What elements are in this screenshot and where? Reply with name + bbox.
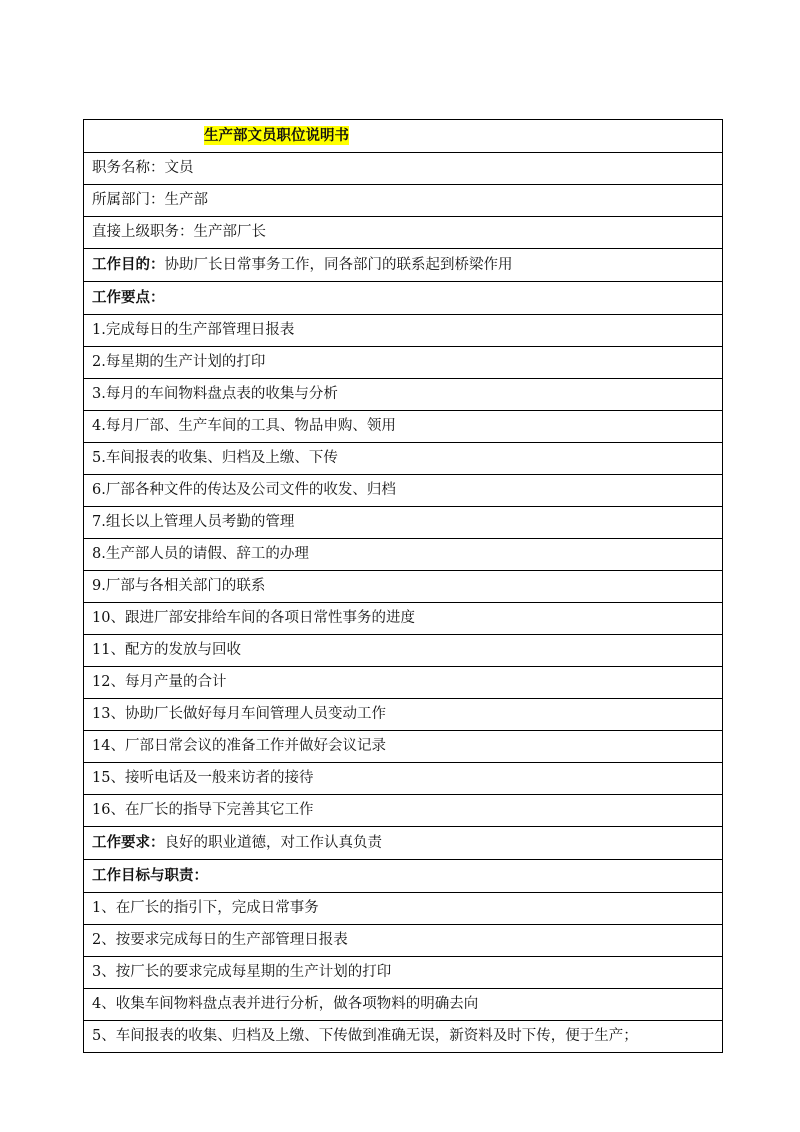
superior-row bbox=[84, 217, 723, 249]
key-point-item: 9.厂部与各相关部门的联系 bbox=[84, 571, 723, 603]
title-cell bbox=[84, 120, 723, 153]
department-label: 所属部门： bbox=[92, 192, 165, 208]
superior-value: 生产部厂长 bbox=[193, 224, 266, 240]
requirements-label: 工作要求： bbox=[92, 834, 165, 851]
key-point-item: 8.生产部人员的请假、辞工的办理 bbox=[84, 539, 723, 571]
key-point-row bbox=[84, 699, 723, 731]
job-title-row bbox=[84, 153, 723, 185]
key-points-heading-row bbox=[84, 282, 723, 315]
goal-row bbox=[84, 1021, 723, 1053]
key-point-item: 13、协助厂长做好每月车间管理人员变动工作 bbox=[84, 699, 723, 731]
title-row bbox=[84, 120, 723, 153]
superior-cell bbox=[84, 217, 723, 249]
key-point-item: 15、接听电话及一般来访者的接待 bbox=[84, 763, 723, 795]
key-point-item: 3.每月的车间物料盘点表的收集与分析 bbox=[84, 379, 723, 411]
key-point-row bbox=[84, 635, 723, 667]
job-title-cell bbox=[84, 153, 723, 185]
key-point-row bbox=[84, 763, 723, 795]
superior-label: 直接上级职务： bbox=[92, 224, 194, 240]
key-point-item: 7.组长以上管理人员考勤的管理 bbox=[84, 507, 723, 539]
purpose-label: 工作目的： bbox=[92, 256, 165, 273]
key-point-row bbox=[84, 603, 723, 635]
purpose-cell bbox=[84, 249, 723, 282]
key-point-item: 6.厂部各种文件的传达及公司文件的收发、归档 bbox=[84, 475, 723, 507]
requirements-value: 良好的职业道德，对工作认真负责 bbox=[164, 835, 382, 851]
key-points-heading-cell bbox=[84, 282, 723, 315]
key-point-row bbox=[84, 795, 723, 827]
key-point-row bbox=[84, 347, 723, 379]
key-point-item: 12、每月产量的合计 bbox=[84, 667, 723, 699]
goal-item: 1、在厂长的指引下，完成日常事务 bbox=[84, 893, 723, 925]
key-point-row bbox=[84, 475, 723, 507]
goal-row bbox=[84, 957, 723, 989]
document-title: 生产部文员职位说明书 bbox=[204, 127, 349, 144]
key-point-row bbox=[84, 411, 723, 443]
key-point-item: 1.完成每日的生产部管理日报表 bbox=[84, 315, 723, 347]
purpose-value: 协助厂长日常事务工作，同各部门的联系起到桥梁作用 bbox=[164, 257, 513, 273]
requirements-row bbox=[84, 827, 723, 860]
key-point-item: 16、在厂长的指导下完善其它工作 bbox=[84, 795, 723, 827]
key-point-row bbox=[84, 507, 723, 539]
key-point-row bbox=[84, 443, 723, 475]
job-description-table bbox=[83, 119, 723, 1053]
goal-row bbox=[84, 989, 723, 1021]
goal-item: 3、按厂长的要求完成每星期的生产计划的打印 bbox=[84, 957, 723, 989]
goals-heading-row bbox=[84, 860, 723, 893]
key-point-item: 4.每月厂部、生产车间的工具、物品申购、领用 bbox=[84, 411, 723, 443]
key-point-item: 5.车间报表的收集、归档及上缴、下传 bbox=[84, 443, 723, 475]
goal-item: 2、按要求完成每日的生产部管理日报表 bbox=[84, 925, 723, 957]
job-title-value: 文员 bbox=[164, 160, 194, 176]
department-value: 生产部 bbox=[164, 192, 208, 208]
key-point-row bbox=[84, 379, 723, 411]
department-row bbox=[84, 185, 723, 217]
key-point-item: 10、跟进厂部安排给车间的各项日常性事务的进度 bbox=[84, 603, 723, 635]
requirements-cell bbox=[84, 827, 723, 860]
goal-row bbox=[84, 893, 723, 925]
key-point-row bbox=[84, 667, 723, 699]
key-point-row bbox=[84, 571, 723, 603]
key-point-row bbox=[84, 315, 723, 347]
goal-item: 4、收集车间物料盘点表并进行分析，做各项物料的明确去向 bbox=[84, 989, 723, 1021]
key-point-item: 14、厂部日常会议的准备工作并做好会议记录 bbox=[84, 731, 723, 763]
goals-heading-cell bbox=[84, 860, 723, 893]
key-point-row bbox=[84, 539, 723, 571]
goal-item: 5、车间报表的收集、归档及上缴、下传做到准确无误，新资料及时下传，便于生产； bbox=[84, 1021, 723, 1053]
goals-heading: 工作目标与职责： bbox=[92, 867, 208, 884]
key-point-item: 11、配方的发放与回收 bbox=[84, 635, 723, 667]
goal-row bbox=[84, 925, 723, 957]
key-point-row bbox=[84, 731, 723, 763]
job-title-label: 职务名称： bbox=[92, 160, 165, 176]
key-points-heading: 工作要点： bbox=[92, 289, 165, 306]
key-point-item: 2.每星期的生产计划的打印 bbox=[84, 347, 723, 379]
department-cell bbox=[84, 185, 723, 217]
purpose-row bbox=[84, 249, 723, 282]
